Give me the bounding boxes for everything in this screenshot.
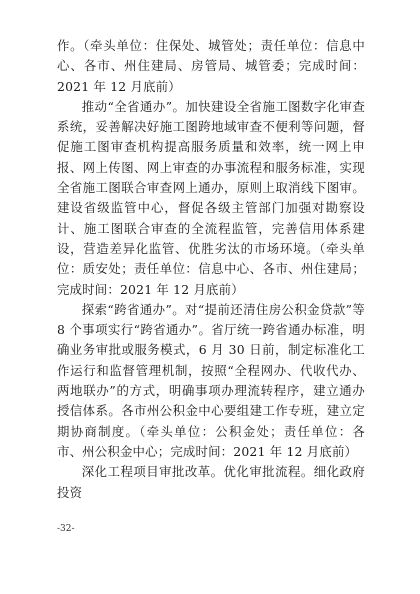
body-text [57,36,365,503]
paragraph-project-approval: 深化工程项目审批改革。优化审批流程。细化政府投资 [57,464,365,500]
paragraph-cross-province: 探索“跨省通办”。对“提前还清住房公积金贷款”等 8 个事项实行“跨省通办”。省厅统一跨省通办标准，明确业务审批或服务模式，6 月 30 日前，制定标准化工作运行和监督管理机制，按照“全程网办、代收代办、两地联办”的方式，明确事项办理流转程序，建立通办授信体系。各市州公积金中心要组建工作专班，建立定期协商制度。（牵头单位：公积金处；责任单位：各市、州公积金中心；完成时间：2021 年 12 月底前） [57,301,365,459]
paragraph-province-wide: 推动“全省通办”。加快建设全省施工图数字化审查系统，妥善解决好施工图跨地域审查不便利等问题，督促施工图审查机构提高服务质量和效率，统一网上申报、网上传图、网上审查的办事流程和服务标准，实现全省施工图联合审查网上通办，原则上取消线下图审。建设省级监管中心，督促各级主管部门加强对勘察设计、施工图联合审查的全流程监管，完善信用体系建设，营造差异化监管、优胜劣汰的市场环境。（牵头单位：质安处；责任单位：信息中心、各市、州住建局；完成时间：2021 年 12 月底前） [57,98,365,297]
paragraph-continuation: 作。（牵头单位：住保处、城管处；责任单位：信息中心、各市、州住建局、房管局、城管委；完成时间：2021 年 12 月底前） [57,38,365,94]
page-number: -32- [57,524,75,534]
